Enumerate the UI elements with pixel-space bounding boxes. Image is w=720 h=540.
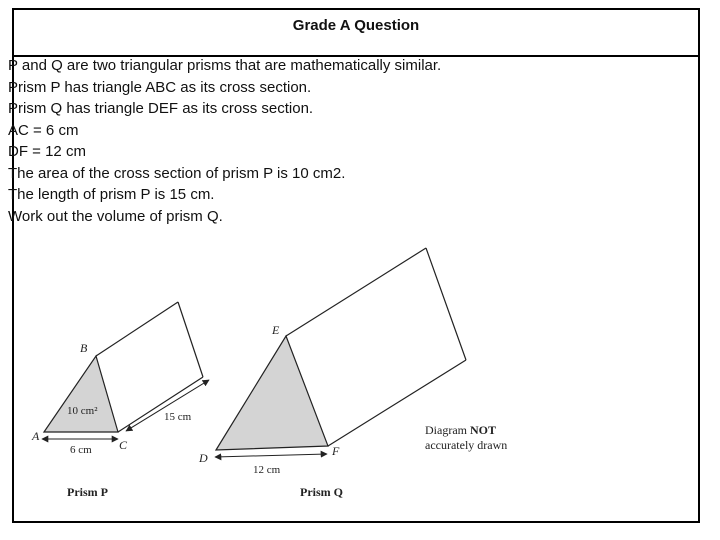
question-line-7: The length of prism P is 15 cm. [8, 186, 215, 203]
prism-q-base-arrow [215, 454, 327, 457]
prism-p-bottom-edge [118, 377, 203, 432]
prism-p [31, 302, 209, 499]
prism-q [198, 248, 466, 499]
question-line-4: AC = 6 cm [8, 121, 79, 139]
length-label: 15 cm [164, 411, 192, 423]
question-line-2: Prism P has triangle ABC as its cross section. [8, 78, 312, 96]
question-line-1: P and Q are two triangular prisms that are mathematically similar. [8, 57, 442, 74]
prism-p-caption: Prism P [67, 485, 108, 499]
diagram-note-bold: NOT [469, 423, 496, 437]
vertex-a-label: A [32, 429, 40, 443]
prism-p-length-arrow [126, 380, 209, 431]
prism-p-far-edge [178, 302, 203, 377]
base-label-p: 6 cm [70, 444, 92, 456]
prism-p-top-edge [96, 302, 178, 356]
prism-q-far-edge [426, 248, 466, 360]
question-line-6: The area of the cross section of prism P is 10 cm2. [8, 164, 346, 182]
prism-q-top-edge [286, 248, 426, 336]
diagram-note-prefix: Diagram [425, 423, 470, 437]
prism-q-cross-section [216, 336, 328, 450]
diagram-note-line-1 [425, 423, 496, 437]
diagram-note-line-2: accurately drawn [425, 438, 508, 452]
vertex-e-label: E [272, 323, 280, 337]
base-label-q: 12 cm [253, 464, 281, 476]
prism-p-cross-section [44, 356, 118, 432]
question-line-3: Prism Q has triangle DEF as its cross section. [8, 100, 314, 117]
page-title: Grade A Question [292, 17, 420, 34]
question-line-5: DF = 12 cm [8, 143, 86, 160]
vertex-c-label: C [119, 438, 128, 452]
area-label: 10 cm² [67, 405, 98, 417]
vertex-f-label: F [332, 444, 340, 458]
vertex-b-label: B [80, 341, 88, 355]
question-line-8: Work out the volume of prism Q. [8, 207, 223, 225]
vertex-d-label: D [199, 451, 208, 465]
prism-q-caption: Prism Q [300, 485, 343, 499]
